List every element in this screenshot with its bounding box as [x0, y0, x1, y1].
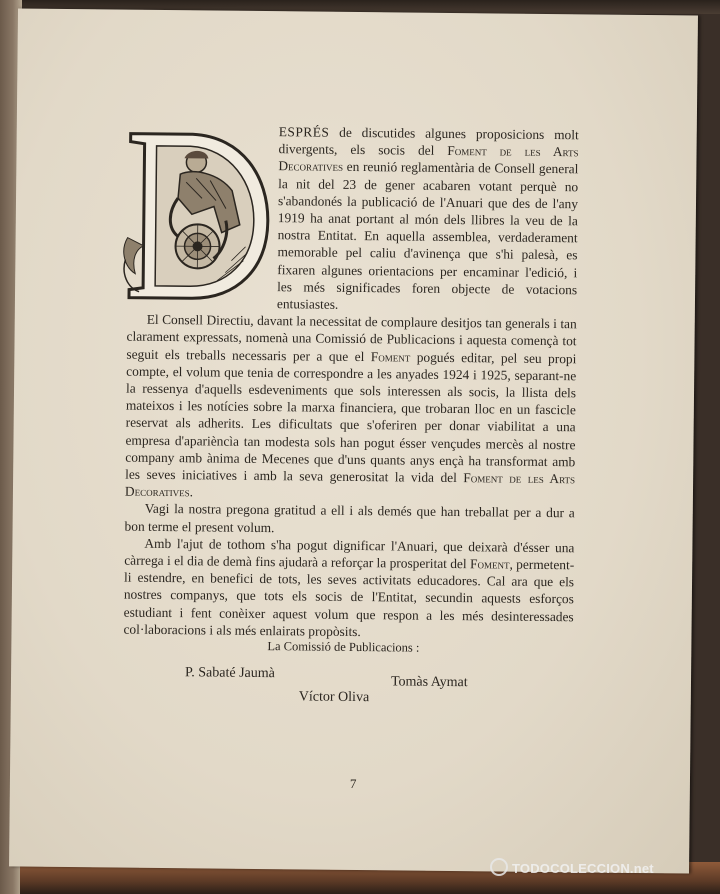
paragraph-2: El Consell Directiu, davant la necessitat de complaure desitjos tan generals i tan clarament expressats, nomenà una Comissió de Publicacions i aquesta començà tot seguit els treballs necessaris per a que el Foment pogués editar, pel seu propi compte, el volum que tenia de correspondre a les anyades 1924 i 1925, separant-ne la ressenya d'aquells esdeveniments que sols interessen als socis, la llista dels mateixos i les notícies sobre la marxa financiera, que trobaran lloc en un fascicle reservat als adherits. Les dificultats que s'oferiren per donar viabilitat a una empresa d'aparièncìa tan modesta sols han pogut ésser vençudes mercès al nostre company amb ànima de Mecenes que d'uns quants anys ençà ha transformat amb les seves iniciatives i amb la seva generositat la vida del Foment de les Arts Decoratives. [124, 312, 577, 500]
signatory-1: P. Sabaté Jaumà [184, 665, 275, 682]
page-number: 7 [349, 775, 357, 792]
illuminated-initial-d-icon [121, 128, 273, 306]
watermark: TODOCOLECCION.net [490, 858, 654, 876]
watermark-logo-icon [490, 858, 508, 876]
signature-heading: La Comissió de Publicacions : [267, 639, 420, 655]
lead-word: ESPRÉS [278, 124, 330, 140]
signatory-3: Víctor Oliva [298, 689, 370, 706]
signatory-2: Tomàs Aymat [390, 674, 468, 691]
body-text [123, 122, 578, 643]
paragraph-3: Vagi la nostra pregona gratitud a ell i als demés que han treballat per a dur a bon terme el present volum. [124, 501, 575, 535]
paragraph-1: ESPRÉS de discutides algunes proposicions molt divergents, els socis del Foment de les Arts Decoratives en reunió reglamentària de Consell general la nit del 23 de gener acabaren votant perquè no s'abandonés la publicació de l'Anuari que des de l'any 1919 ha anat portant al món dels llibres la veu de la nostra Entitat. En aquella assemblea, verdaderament memorable pel caliu d'avinença que s'hi palesà, es fixaren algunes orientacions per encaminar l'edició, i les més significades foren objecte de votacions entusiastes. [276, 124, 579, 312]
illuminated-initial [121, 128, 273, 306]
book-page [9, 8, 698, 873]
foment-name: Foment de les Arts Decoratives [278, 143, 579, 175]
paragraph-4: Amb l'ajut de tothom s'ha pogut dignificar l'Anuari, que deixarà d'ésser una càrrega i el dia de demà fins ajudarà a reforçar la prosperitat del Foment, permetent-li estendre, en benefici de tots, les seves activitats educadores. Cal ara que els nostres companys, que tots els socis de l'Entitat, secundin aquests esforços estudiant i fent conèixer aquest volum que respon a les més desinteressades col·laboracions i als més enlairats propòsits. [123, 535, 575, 639]
